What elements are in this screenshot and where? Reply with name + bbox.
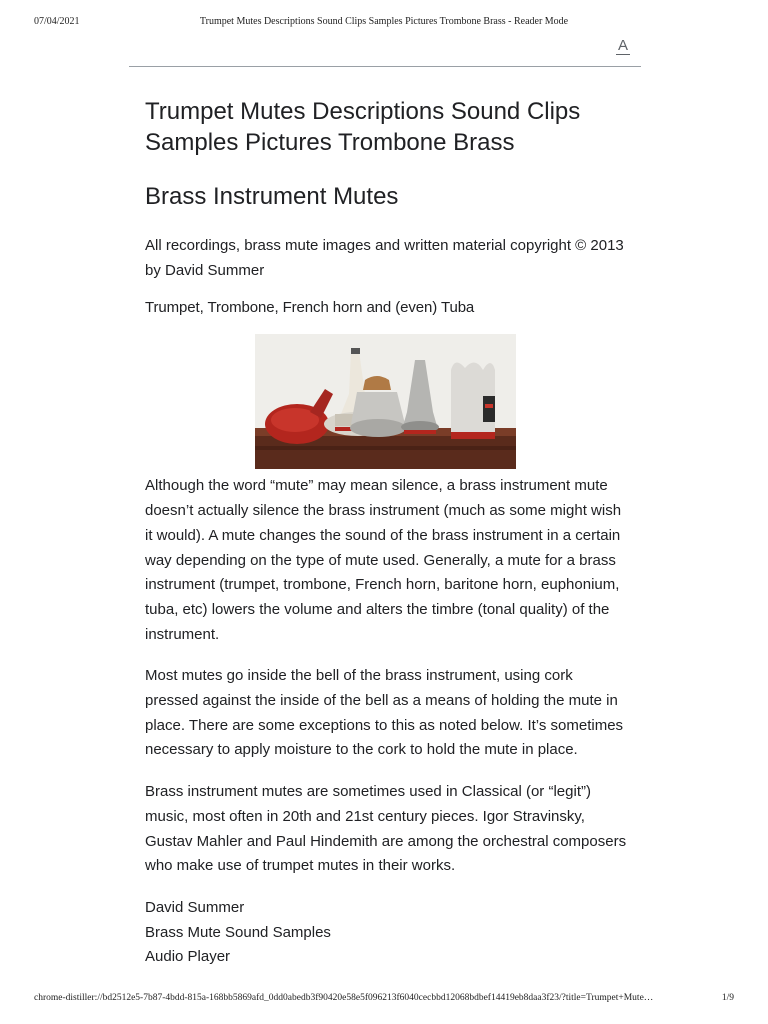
paragraph: Although the word “mute” may mean silence, a brass instrument mute doesn’t actually silence the brass instrument (much as some might wish it would). A mute changes the sound of the brass instrument in a certain way depending on the type of mute used. Generally, a mute for a brass instrument (trumpet, trombone, French horn, baritone horn, euphonium, tuba, etc) lowers the volume and alters the timbre (tonal quality) of the instrument. — [145, 477, 622, 643]
audio-player-label: Audio Player — [145, 948, 231, 966]
page-number: 1/9 — [721, 993, 734, 1003]
mutes-illustration — [255, 334, 516, 469]
print-date: 07/04/2021 — [34, 16, 80, 27]
brass-mutes-photo — [255, 334, 516, 469]
subheading: Trumpet, Trombone, French horn and (even) Tuba — [145, 299, 475, 317]
sound-samples-link[interactable]: Brass Mute Sound Samples — [145, 923, 331, 941]
signoff-block — [145, 896, 627, 970]
toolbar-divider — [129, 66, 641, 67]
print-footer — [34, 993, 734, 1007]
paragraph: Brass instrument mutes are sometimes used in Classical (or “legit”) music, most often in 20th and 21st century pieces. Igor Stravinsky, Gustav Mahler and Paul Hindemith are among the orchestral composers who make use of trumpet mutes in their works. — [145, 783, 627, 875]
print-header — [34, 16, 734, 30]
article — [145, 96, 627, 970]
paragraph: Most mutes go inside the bell of the brass instrument, using cork pressed against the inside of the bell as a means of holding the mute in place. There are some exceptions to this as noted below. It’s sometimes necessary to apply moisture to the cork to hold the mute in place. — [145, 667, 624, 759]
author-name: David Summer — [145, 898, 245, 916]
font-style-icon[interactable]: A — [614, 38, 632, 56]
copyright-notice: All recordings, brass mute images and written material copyright © 2013 by David Summer — [145, 237, 624, 279]
print-title: Trumpet Mutes Descriptions Sound Clips Samples Pictures Trombone Brass - Reader Mode — [199, 16, 569, 27]
section-heading: Brass Instrument Mutes — [145, 183, 399, 210]
article-title: Trumpet Mutes Descriptions Sound Clips Samples Pictures Trombone Brass — [145, 98, 581, 156]
print-url: chrome-distiller://bd2512e5-7b87-4bdd-815a-168bb5869afd_0dd0abedb3f90420e58e5f096213f6040cecbbd12068bdbef14419eb8daa3f23/?title=Trumpet+Mute… — [34, 993, 654, 1003]
